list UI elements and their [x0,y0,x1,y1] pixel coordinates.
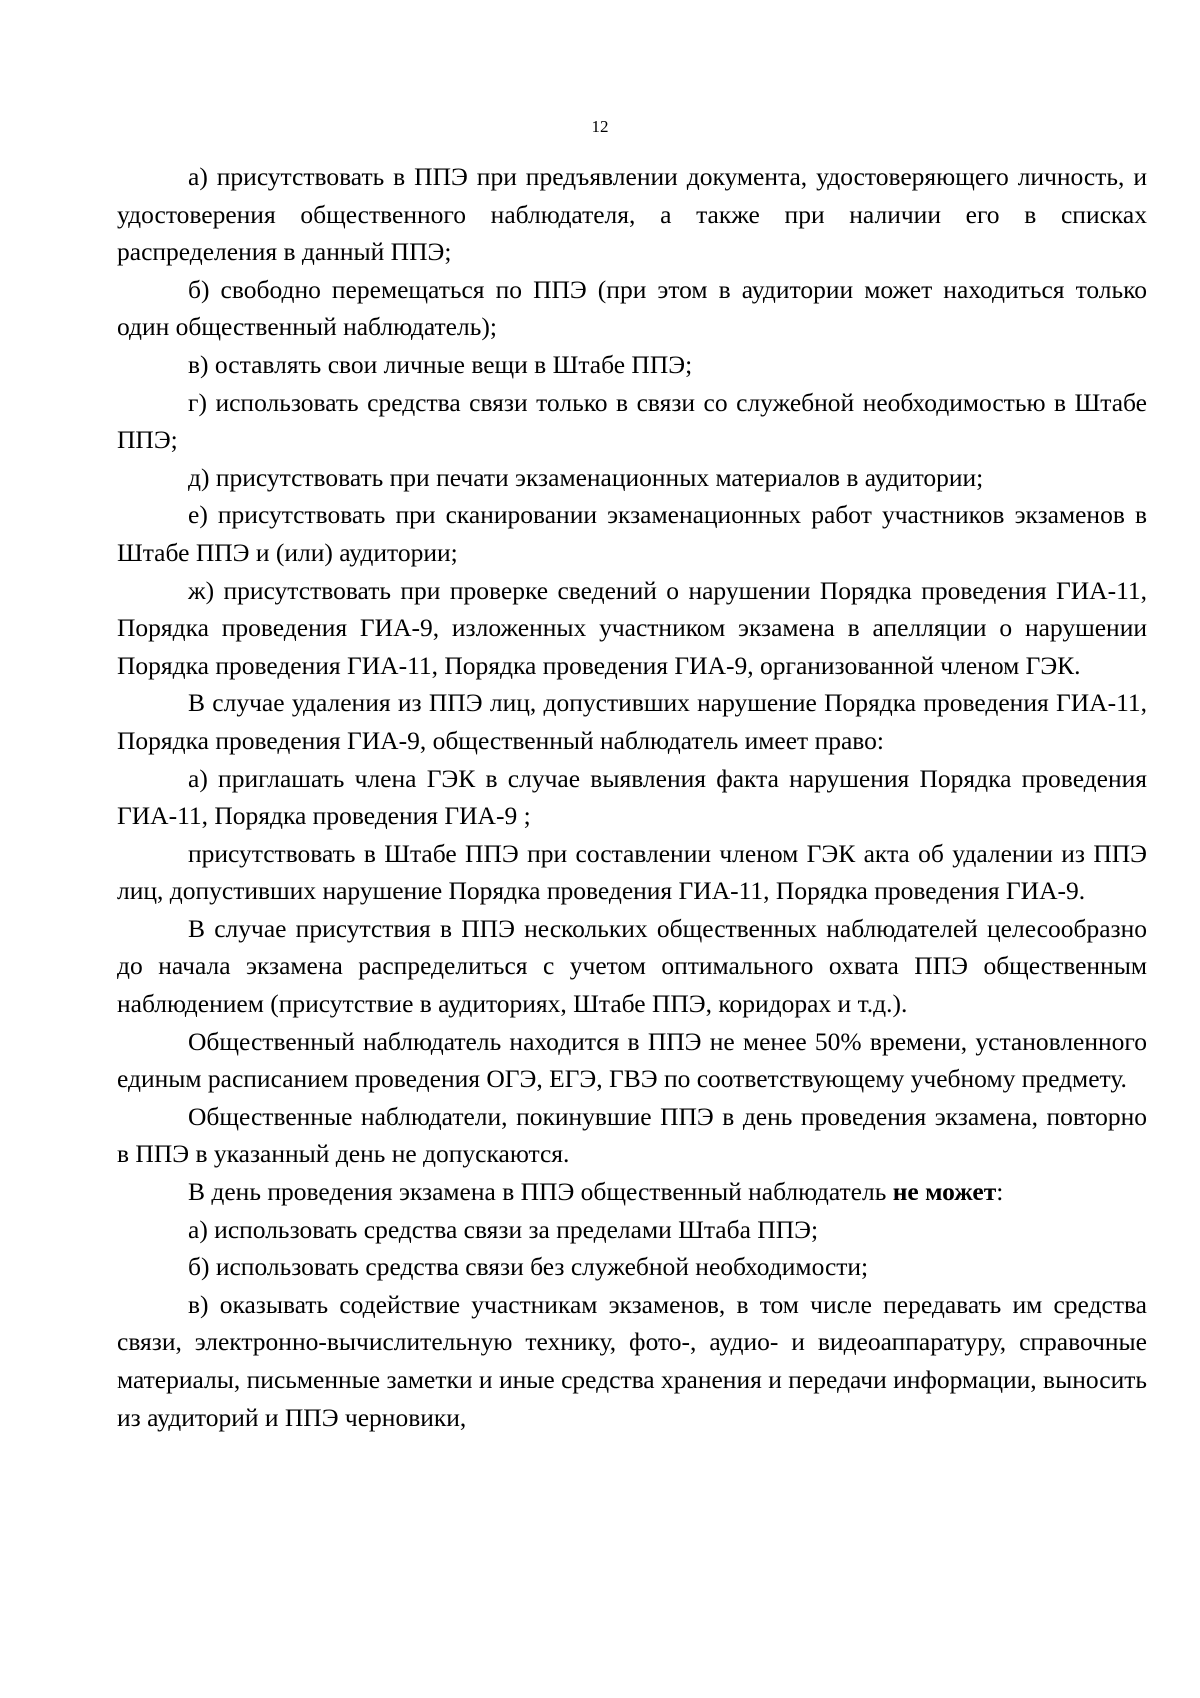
paragraph-removal-a: а) приглашать члена ГЭК в случае выявления факта нарушения Порядка проведения ГИА-11, Порядка проведения ГИА-9 ; [117,763,1147,831]
paragraph-right-a: а) присутствовать в ППЭ при предъявлении документа, удостоверяющего личность, и удостоверения общественного наблюдателя, а также при наличии его в списках распределения в данный ППЭ; [117,162,1147,267]
paragraph-no-readmission: Общественные наблюдатели, покинувшие ППЭ в день проведения экзамена, повторно в ППЭ в указанный день не допускаются. [117,1101,1147,1169]
paragraph-right-e: е) присутствовать при сканировании экзаменационных работ участников экзаменов в Штабе ППЭ и (или) аудитории; [117,500,1147,567]
paragraph-cannot-v: в) оказывать содействие участникам экзаменов, в том числе передавать им средства связи, электронно-вычислительную технику, фото-, аудио- и видеоаппаратуру, справочные материалы, письменные заметки и иные средства хранения и передачи информации, выносить из аудиторий и ППЭ черновики, [117,1289,1147,1432]
paragraph-right-g: г) использовать средства связи только в связи со служебной необходимостью в Штабе ППЭ; [117,387,1147,455]
page-number: 12 [591,117,609,136]
paragraph-cannot-b: б) использовать средства связи без служебной необходимости; [188,1252,869,1282]
paragraph-right-b: б) свободно перемещаться по ППЭ (при этом в аудитории может находиться только один общественный наблюдатель); [117,274,1147,342]
paragraph-right-d: д) присутствовать при печати экзаменационных материалов в аудитории; [188,462,984,492]
paragraph-several-observers: В случае присутствия в ППЭ нескольких общественных наблюдателей целесообразно до начала экзамена распределиться с учетом оптимального охвата ППЭ общественным наблюдением (присутствие в аудиториях, Штабе ППЭ, коридорах и т.д.). [117,913,1147,1019]
cannot-intro-text: В день проведения экзамена в ППЭ общественный наблюдатель [188,1177,893,1207]
paragraph-right-v: в) оставлять свои личные вещи в Штабе ППЭ; [188,349,693,379]
paragraph-time-requirement: Общественный наблюдатель находится в ППЭ не менее 50% времени, установленного единым расписанием проведения ОГЭ, ЕГЭ, ГВЭ по соответствующему учебному предмету. [117,1026,1147,1094]
cannot-intro-colon: : [996,1177,1004,1207]
paragraph-removal-case: В случае удаления из ППЭ лиц, допустивших нарушение Порядка проведения ГИА-11, Порядка проведения ГИА-9, общественный наблюдатель имеет право: [117,688,1147,755]
paragraph-removal-act: присутствовать в Штабе ППЭ при составлении членом ГЭК акта об удалении из ППЭ лиц, допустивших нарушение Порядка проведения ГИА-11, Порядка проведения ГИА-9. [117,838,1147,906]
cannot-bold-text: не может [892,1177,997,1207]
paragraph-cannot-intro [117,1173,1147,1211]
document-body [117,158,1147,1436]
paragraph-cannot-a: а) использовать средства связи за пределами Штаба ППЭ; [188,1214,819,1244]
paragraph-right-zh: ж) присутствовать при проверке сведений о нарушении Порядка проведения ГИА-11, Порядка проведения ГИА-9, изложенных участником экзамена в апелляции о нарушении Порядка проведения ГИА-11, Порядка проведения ГИА-9, организованной членом ГЭК. [117,575,1147,680]
